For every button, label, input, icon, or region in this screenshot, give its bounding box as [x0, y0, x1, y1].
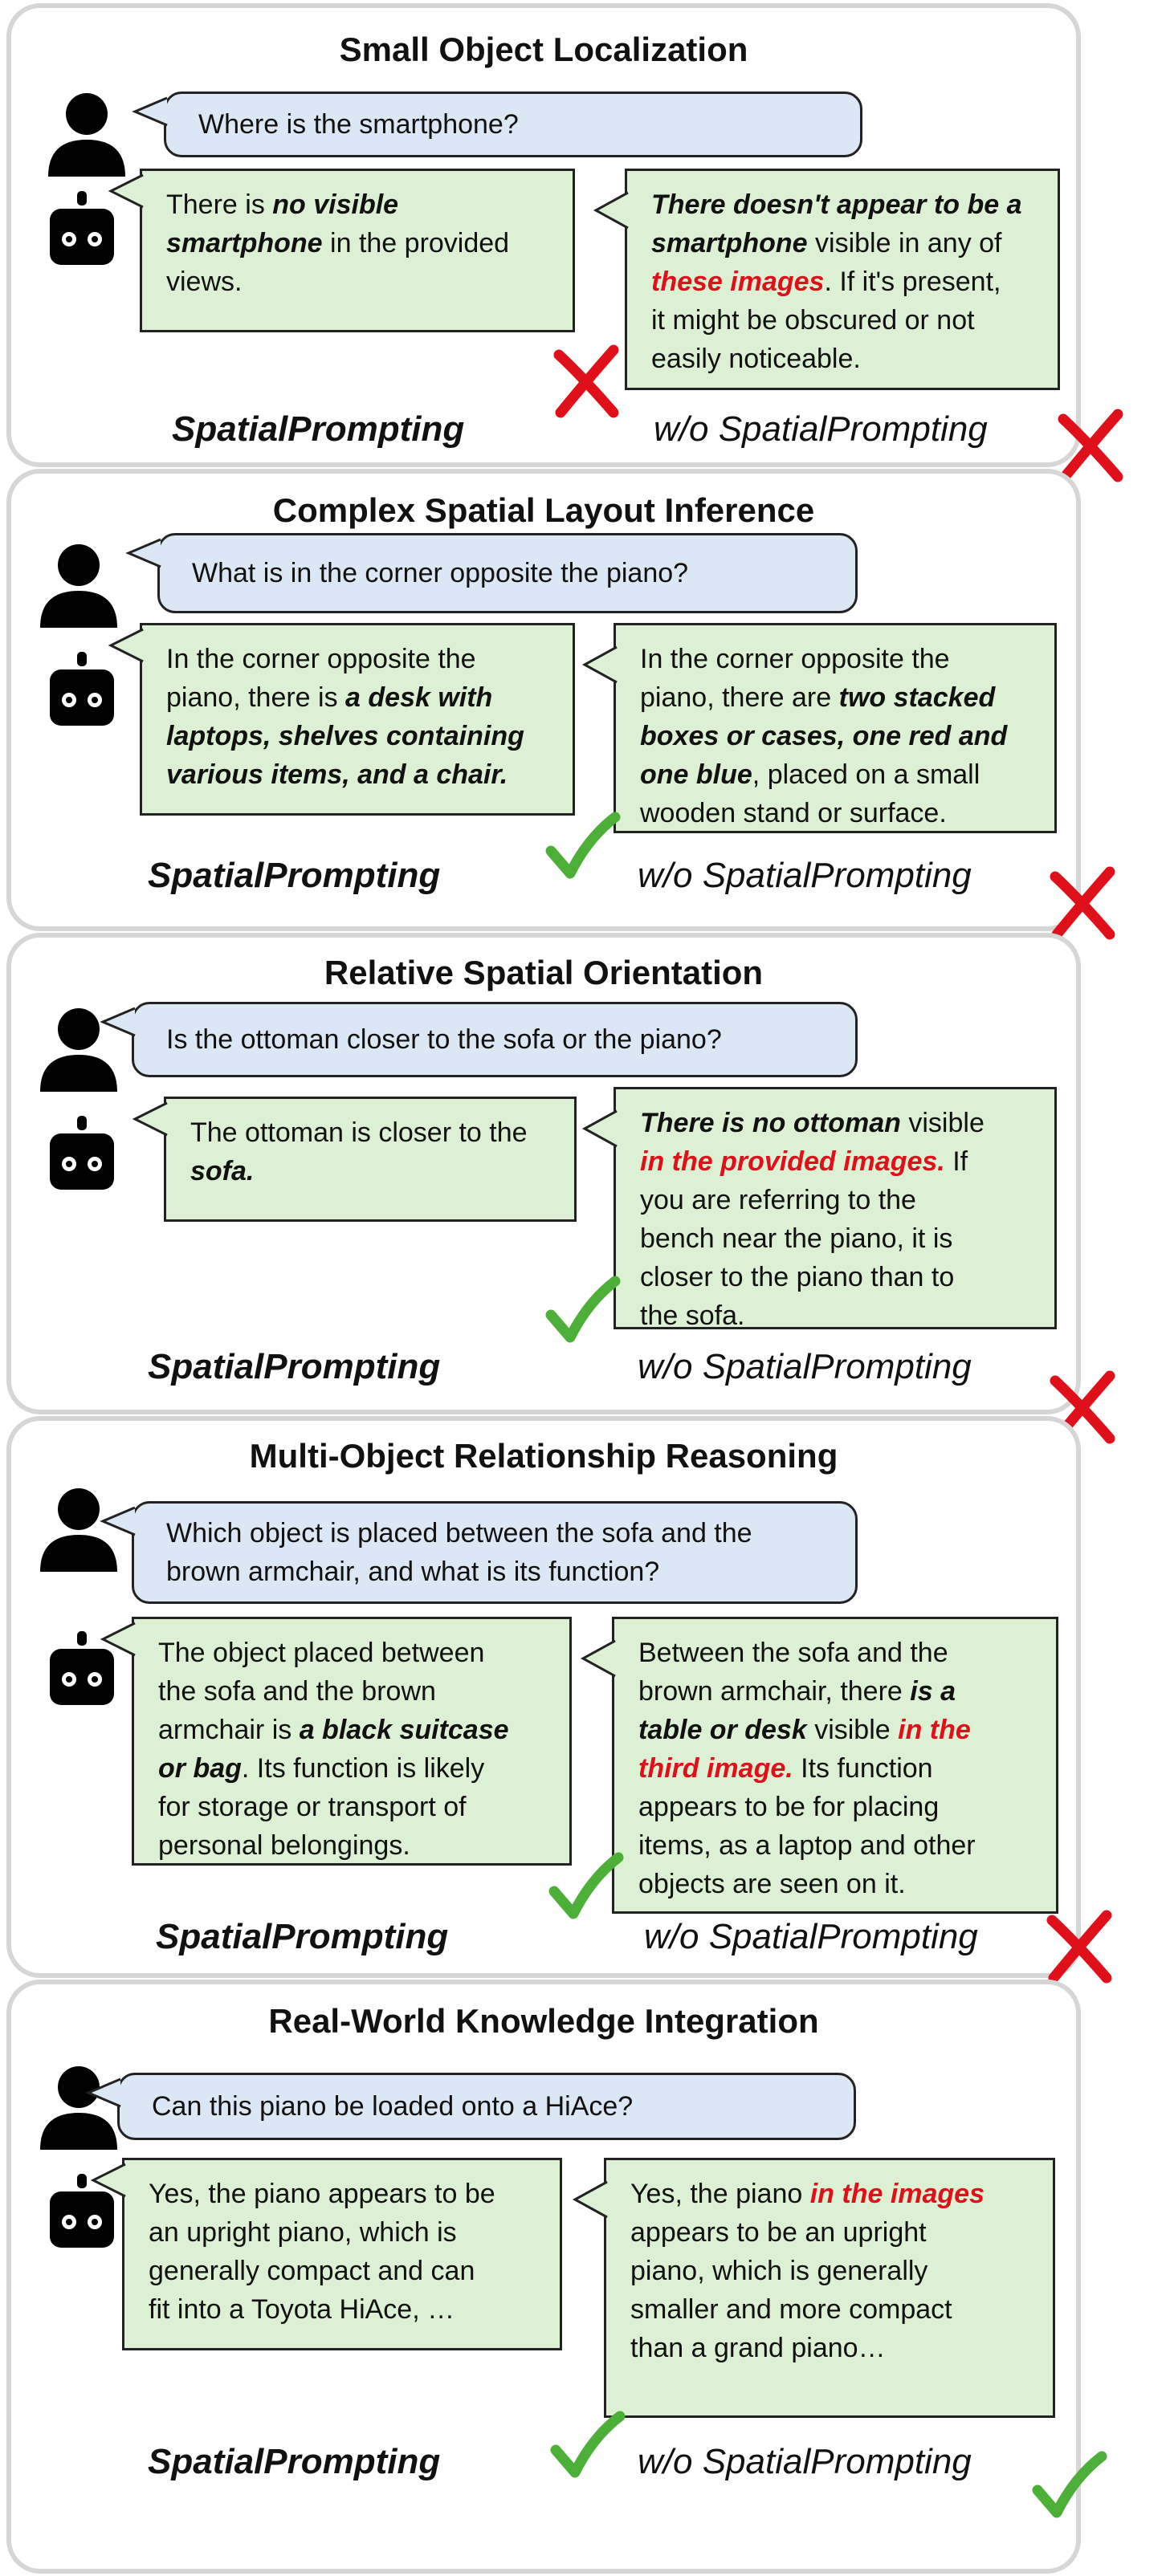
- answer-without-text: , placed on a small: [752, 759, 980, 790]
- answer-without-spatialprompting: [614, 623, 1057, 833]
- answer-without-line: [640, 1219, 1030, 1258]
- answer-without-tail: [582, 645, 619, 685]
- answer-with-text: laptops, shelves containing: [166, 721, 524, 751]
- answer-without-tail: [593, 190, 630, 230]
- answer-without-text: appears to be an upright: [630, 2217, 927, 2248]
- answer-with-tail: [91, 2162, 128, 2199]
- answer-with-line: [166, 755, 548, 794]
- answer-without-text: Its function: [793, 1753, 933, 1784]
- question-bubble: [164, 92, 862, 157]
- answer-without-text: wooden stand or surface.: [640, 798, 947, 828]
- answer-without-text: . If it's present,: [824, 267, 1001, 297]
- panel-title: Complex Spatial Layout Inference: [272, 491, 815, 529]
- answer-without-text: visible: [806, 1715, 899, 1745]
- label-spatialprompting: SpatialPrompting: [156, 1917, 449, 1956]
- panel-title: Multi-Object Relationship Reasoning: [249, 1437, 838, 1475]
- answer-without-line: [640, 1142, 1030, 1181]
- answer-without-line: [638, 1749, 1032, 1788]
- answer-with-spatialprompting: [122, 2158, 562, 2350]
- panel-2: [6, 469, 1081, 931]
- answer-without-line: [651, 301, 1033, 340]
- label-without-spatialprompting: w/o SpatialPrompting: [638, 2442, 972, 2481]
- question-bubble-tail: [126, 537, 163, 569]
- question-bubble: [157, 533, 858, 613]
- answer-without-text: items, as a laptop and other: [638, 1830, 976, 1861]
- answer-without-text: brown armchair, there: [638, 1676, 911, 1707]
- answer-without-text: smartphone: [651, 228, 808, 258]
- answer-with-text: generally compact and can: [149, 2256, 475, 2286]
- answer-with-text: an upright piano, which is: [149, 2217, 457, 2248]
- answer-with-line: [158, 1788, 545, 1826]
- answer-without-line: [640, 717, 1030, 755]
- answer-without-text: it might be obscured or not: [651, 305, 975, 336]
- label-without-spatialprompting: w/o SpatialPrompting: [638, 856, 972, 895]
- question-bubble: [117, 2073, 856, 2140]
- answer-without-tail: [582, 1109, 619, 1149]
- answer-with-line: [166, 224, 548, 262]
- answer-with-line: [149, 2252, 536, 2290]
- answer-without-text: these images: [651, 267, 825, 297]
- answer-with-text: no visible: [272, 189, 399, 220]
- label-spatialprompting: SpatialPrompting: [148, 2442, 441, 2481]
- answer-without-line: [638, 1788, 1032, 1826]
- panel-3: [6, 933, 1081, 1414]
- answer-without-line: [638, 1672, 1032, 1711]
- answer-without-text: visible in any of: [807, 228, 1002, 258]
- checkmark-icon: [549, 1851, 622, 1923]
- answer-without-spatialprompting: [625, 169, 1060, 390]
- label-without-spatialprompting: w/o SpatialPrompting: [654, 409, 988, 449]
- answer-without-spatialprompting: [614, 1087, 1057, 1329]
- answer-without-text: one blue: [640, 759, 752, 790]
- answer-with-tail: [108, 173, 145, 210]
- answer-with-line: [166, 262, 548, 301]
- answer-with-text: There is: [166, 189, 273, 220]
- answer-without-text: table or desk: [638, 1715, 807, 1745]
- answer-with-text: In the corner opposite the: [166, 644, 476, 674]
- answer-with-spatialprompting: [132, 1617, 572, 1866]
- answer-without-line: [630, 2290, 1029, 2329]
- answer-with-line: [149, 2175, 536, 2213]
- answer-without-text: There doesn't appear to be a: [651, 189, 1022, 220]
- answer-without-line: [640, 1296, 1030, 1335]
- answer-without-line: [638, 1826, 1032, 1865]
- answer-with-spatialprompting: [140, 623, 575, 816]
- answer-without-text: bench near the piano, it is: [640, 1223, 953, 1254]
- answer-with-line: [190, 1152, 550, 1190]
- answer-without-text: closer to the piano than to: [640, 1262, 955, 1292]
- panel-5: [6, 1980, 1081, 2574]
- cross-icon: [551, 345, 623, 417]
- answer-with-line: [166, 185, 548, 224]
- answer-without-line: [640, 794, 1030, 832]
- answer-without-line: [640, 678, 1030, 717]
- question-text: Where is the smartphone?: [198, 109, 519, 140]
- answer-without-line: [638, 1865, 1032, 1903]
- label-spatialprompting: SpatialPrompting: [172, 409, 465, 449]
- answer-with-tail: [100, 1621, 137, 1658]
- answer-without-line: [638, 1711, 1032, 1749]
- person-icon: [35, 543, 122, 629]
- answer-with-line: [166, 640, 548, 678]
- answer-without-line: [651, 224, 1033, 262]
- answer-with-tail: [132, 1101, 169, 1137]
- answer-without-text: objects are seen on it.: [638, 1869, 906, 1899]
- answer-with-line: [158, 1634, 545, 1672]
- answer-with-line: [158, 1826, 545, 1865]
- answer-with-text: fit into a Toyota HiAce, …: [149, 2294, 455, 2325]
- robot-icon: [50, 652, 114, 726]
- answer-without-text: you are referring to the: [640, 1185, 916, 1215]
- answer-without-text: piano, which is generally: [630, 2256, 928, 2286]
- answer-without-line: [651, 262, 1033, 301]
- answer-without-line: [638, 1634, 1032, 1672]
- answer-with-line: [149, 2290, 536, 2329]
- question-bubble-tail: [86, 2077, 123, 2109]
- answer-without-text: in the provided images.: [640, 1146, 945, 1177]
- answer-without-tail: [573, 2179, 609, 2220]
- answer-without-line: [640, 1258, 1030, 1296]
- question-bubble: [132, 1501, 858, 1604]
- cross-icon: [1044, 1911, 1116, 1983]
- answer-with-line: [166, 717, 548, 755]
- answer-with-text: a black suitcase: [299, 1715, 509, 1745]
- checkmark-icon: [546, 811, 618, 883]
- question-bubble-tail: [100, 1505, 137, 1537]
- answer-with-text: . Its function is likely: [241, 1753, 485, 1784]
- label-without-spatialprompting: w/o SpatialPrompting: [638, 1347, 972, 1386]
- answer-without-spatialprompting: [612, 1617, 1058, 1914]
- answer-without-text: the sofa.: [640, 1300, 745, 1331]
- label-without-spatialprompting: w/o SpatialPrompting: [644, 1917, 978, 1956]
- answer-with-text: views.: [166, 267, 243, 297]
- answer-without-line: [630, 2252, 1029, 2290]
- question-text: Which object is placed between the sofa and the brown armchair, and what is its function?: [166, 1518, 752, 1587]
- person-icon: [43, 92, 130, 178]
- answer-without-text: two stacked: [838, 682, 996, 713]
- answer-without-text: Yes, the piano: [630, 2179, 810, 2209]
- panel-1: [6, 3, 1081, 467]
- answer-with-text: a desk with: [345, 682, 493, 713]
- answer-with-text: personal belongings.: [158, 1830, 410, 1861]
- panel-title: Relative Spatial Orientation: [324, 954, 764, 991]
- answer-without-line: [651, 185, 1033, 224]
- answer-with-tail: [108, 627, 145, 664]
- answer-without-text: than a grand piano…: [630, 2333, 886, 2363]
- answer-with-text: Yes, the piano appears to be: [149, 2179, 495, 2209]
- answer-without-text: If: [944, 1146, 968, 1177]
- answer-without-tail: [581, 1638, 618, 1679]
- answer-without-line: [630, 2175, 1029, 2213]
- answer-with-text: sofa.: [190, 1156, 255, 1186]
- answer-with-line: [166, 678, 548, 717]
- answer-without-text: easily noticeable.: [651, 344, 861, 374]
- answer-without-line: [630, 2329, 1029, 2367]
- answer-without-line: [640, 640, 1030, 678]
- answer-with-line: [149, 2213, 536, 2252]
- robot-icon: [50, 1116, 114, 1190]
- cross-icon: [1047, 867, 1119, 939]
- answer-with-text: the sofa and the brown: [158, 1676, 436, 1707]
- answer-with-line: [158, 1749, 545, 1788]
- robot-icon: [50, 191, 114, 265]
- question-bubble: [132, 1002, 858, 1077]
- panel-title: Small Object Localization: [339, 31, 748, 68]
- label-spatialprompting: SpatialPrompting: [148, 1347, 441, 1386]
- answer-with-spatialprompting: [164, 1097, 577, 1222]
- answer-with-line: [158, 1672, 545, 1711]
- answer-with-line: [190, 1113, 550, 1152]
- answer-with-text: various items, and a chair.: [166, 759, 508, 790]
- answer-without-line: [640, 1181, 1030, 1219]
- answer-with-text: The ottoman is closer to the: [190, 1117, 528, 1148]
- question-text: Can this piano be loaded onto a HiAce?: [152, 2091, 634, 2122]
- question-bubble-tail: [132, 96, 169, 128]
- answer-without-text: in the images: [809, 2179, 985, 2209]
- answer-without-text: Between the sofa and the: [638, 1638, 948, 1668]
- answer-with-text: armchair is: [158, 1715, 300, 1745]
- answer-without-text: in the: [898, 1715, 971, 1745]
- answer-with-text: for storage or transport of: [158, 1792, 467, 1822]
- answer-with-text: The object placed between: [158, 1638, 485, 1668]
- checkmark-icon: [551, 2410, 623, 2482]
- label-spatialprompting: SpatialPrompting: [148, 856, 441, 895]
- answer-without-line: [630, 2213, 1029, 2252]
- answer-without-line: [640, 755, 1030, 794]
- answer-without-text: is a: [910, 1676, 956, 1707]
- answer-without-text: piano, there are: [640, 682, 839, 713]
- answer-with-spatialprompting: [140, 169, 575, 332]
- answer-without-text: boxes or cases, one red and: [640, 721, 1008, 751]
- cross-icon: [1055, 409, 1127, 482]
- answer-without-line: [651, 340, 1033, 378]
- answer-without-text: There is no ottoman: [640, 1108, 901, 1138]
- answer-with-line: [158, 1711, 545, 1749]
- answer-with-text: piano, there is: [166, 682, 346, 713]
- question-text: What is in the corner opposite the piano?: [192, 558, 689, 588]
- panel-title: Real-World Knowledge Integration: [268, 2002, 819, 2040]
- answer-without-text: third image.: [638, 1753, 793, 1784]
- question-text: Is the ottoman closer to the sofa or the piano?: [166, 1024, 722, 1055]
- question-bubble-tail: [100, 1006, 137, 1038]
- checkmark-icon: [1033, 2450, 1105, 2522]
- answer-without-text: appears to be for placing: [638, 1792, 940, 1822]
- answer-with-text: smartphone: [166, 228, 323, 258]
- answer-without-text: In the corner opposite the: [640, 644, 950, 674]
- answer-without-text: smaller and more compact: [630, 2294, 952, 2325]
- answer-without-text: visible: [900, 1108, 985, 1138]
- answer-without-line: [640, 1104, 1030, 1142]
- answer-without-spatialprompting: [604, 2158, 1055, 2418]
- answer-with-text: in the provided: [322, 228, 510, 258]
- answer-with-text: or bag: [158, 1753, 242, 1784]
- checkmark-icon: [546, 1275, 618, 1347]
- panel-4: [6, 1416, 1081, 1978]
